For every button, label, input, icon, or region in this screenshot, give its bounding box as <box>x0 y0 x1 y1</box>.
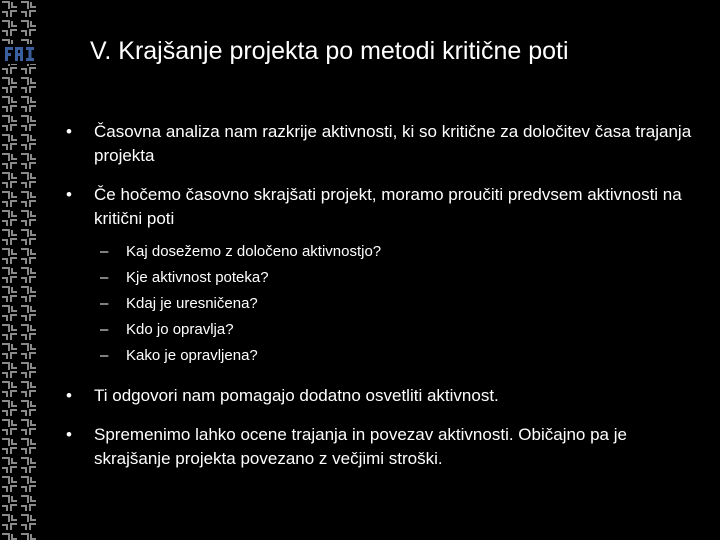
dash-marker: – <box>100 243 109 260</box>
sub-bullet-text: Kaj dosežemo z določeno aktivnostjo? <box>126 243 382 260</box>
bullet-dot: • <box>66 386 72 405</box>
sub-bullet-text: Kje aktivnost poteka? <box>126 269 269 286</box>
bullet-item <box>66 120 706 168</box>
decorative-side-pattern <box>0 0 38 540</box>
bullet-text: Če hočemo časovno skrajšati projekt, moramo proučiti predvsem aktivnosti na kritični poti <box>94 185 682 228</box>
dash-marker: – <box>100 321 109 338</box>
sub-bullet-text: Kdo jo opravlja? <box>126 321 234 338</box>
bullet-text: Časovna analiza nam razkrije aktivnosti, ki so kritične za določitev časa trajanja projekta <box>94 122 692 165</box>
sub-bullet-item <box>94 291 706 317</box>
fri-logo <box>4 44 36 64</box>
bullet-item <box>66 183 706 369</box>
bullet-dot: • <box>66 122 72 141</box>
sub-bullet-item <box>94 317 706 343</box>
sub-bullet-text: Kdaj je uresničena? <box>126 295 258 312</box>
dash-marker: – <box>100 347 109 364</box>
bullet-dot: • <box>66 185 72 204</box>
bullet-text: Spremenimo lahko ocene trajanja in povezav aktivnosti. Običajno pa je skrajšanje projekta povezano z večjimi stroški. <box>94 425 627 468</box>
sub-bullet-item <box>94 239 706 265</box>
fri-logo-icon <box>4 44 36 64</box>
bullet-dot: • <box>66 425 72 444</box>
bullet-text: Ti odgovori nam pomagajo dodatno osvetliti aktivnost. <box>94 386 499 405</box>
bullet-item <box>66 384 706 408</box>
sub-bullet-list <box>94 239 706 369</box>
bullet-item <box>66 423 706 471</box>
sub-bullet-text: Kako je opravljena? <box>126 347 258 364</box>
sub-bullet-item <box>94 265 706 291</box>
slide-title: V. Krajšanje projekta po metodi kritične poti <box>90 37 569 65</box>
fri-pattern-graphic <box>0 0 38 540</box>
sub-bullet-item <box>94 343 706 369</box>
bullet-list <box>66 120 706 486</box>
dash-marker: – <box>100 269 109 286</box>
dash-marker: – <box>100 295 109 312</box>
